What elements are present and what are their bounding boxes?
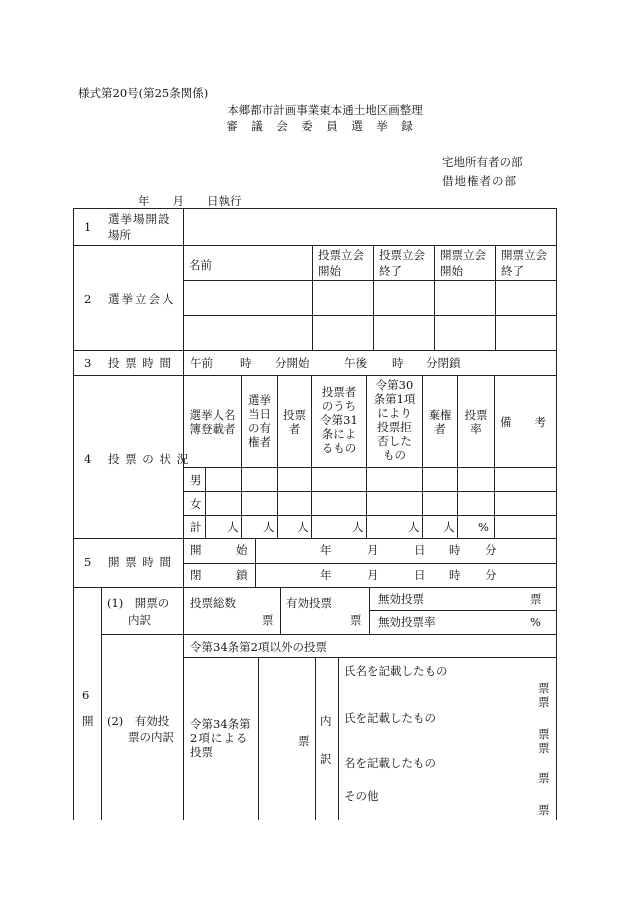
total-percent: % — [478, 520, 489, 534]
with-full-name: 氏名を記載したもの — [344, 664, 448, 678]
voting-hour-1: 時 — [240, 356, 252, 370]
col-vote-close-b: 終了 — [379, 264, 402, 278]
row3-number: 3 — [84, 356, 92, 370]
row-female: 女 — [190, 497, 202, 511]
close-minute: 分 — [485, 568, 497, 582]
with-given-name: 名を記載したもの — [344, 756, 436, 770]
row1-label-a: 選挙場開設 — [108, 212, 171, 226]
art34-votes: 令第34条第 2項による 投票 — [190, 717, 251, 759]
col-vote-close-a: 投票立会 — [379, 248, 425, 262]
row4-number: 4 — [84, 452, 92, 466]
row1-label-b: 場所 — [108, 228, 131, 242]
row6-kai: 開 — [82, 714, 94, 728]
form-number: 様式第20号(第25条関係) — [78, 86, 209, 100]
row4-label: 投 票 の 状 況 — [108, 452, 190, 466]
total-votes: 投票総数 — [190, 596, 236, 610]
voting-hour-2: 時 — [392, 356, 404, 370]
unit-f: 票 — [538, 803, 550, 817]
col-count-open-a: 開票立会 — [440, 248, 486, 262]
hdr-day-eligible: 選挙 当日 の有 権者 — [248, 393, 271, 449]
total-unit-6: 人 — [443, 520, 455, 534]
open-month: 月 — [367, 543, 379, 557]
hdr-art31: 投票者 のうち 令第31 条によ るもの — [320, 385, 358, 455]
count-close: 閉 鎖 — [190, 568, 248, 582]
row5-label: 開 票 時 間 — [108, 555, 172, 569]
voting-pm: 午後 — [344, 356, 367, 370]
hdr-registered-voters: 選挙人名 簿登載者 — [189, 408, 236, 436]
with-surname: 氏を記載したもの — [344, 711, 436, 725]
total-unit-2: 人 — [263, 520, 275, 534]
unit-e: 票 — [538, 771, 550, 785]
total-unit-4: 人 — [352, 520, 364, 534]
sub2-label-a: (2) 有効投 — [107, 714, 170, 728]
unit-a: 票 — [538, 681, 550, 695]
non-art34-votes: 令第34条第2項以外の投票 — [190, 640, 327, 654]
hdr-art30: 令第30 条第1項 により 投票拒 否した もの — [373, 378, 416, 462]
col-vote-open-a: 投票立会 — [318, 248, 364, 262]
naiyaku-1: 内 — [320, 714, 332, 728]
close-day: 日 — [414, 568, 426, 582]
row-male: 男 — [190, 473, 202, 487]
total-unit-1: 人 — [227, 520, 239, 534]
execution-date: 年 月 日執行 — [138, 194, 242, 208]
col-count-close-a: 開票立会 — [501, 248, 547, 262]
hdr-voters: 投票 者 — [283, 408, 306, 436]
col-count-open-b: 開始 — [440, 264, 463, 278]
open-minute: 分 — [485, 543, 497, 557]
total-unit-5: 人 — [408, 520, 420, 534]
invalid-rate: 無効投票率 — [378, 615, 436, 629]
voting-open: 分開始 — [275, 356, 310, 370]
row-total: 計 — [190, 520, 202, 534]
close-month: 月 — [367, 568, 379, 582]
row2-number: 2 — [84, 292, 92, 306]
total-votes-unit: 票 — [262, 613, 274, 627]
invalid-votes: 無効投票 — [378, 592, 424, 606]
invalid-rate-unit: % — [530, 615, 541, 629]
voting-close: 分閉鎖 — [426, 356, 461, 370]
row5-number: 5 — [84, 555, 92, 569]
col-count-close-b: 終了 — [501, 264, 524, 278]
row3-label: 投 票 時 間 — [108, 356, 172, 370]
unit-c: 票 — [538, 727, 550, 741]
close-hour: 時 — [449, 568, 461, 582]
col-vote-open-b: 開始 — [318, 264, 341, 278]
valid-votes-unit: 票 — [350, 613, 362, 627]
open-hour: 時 — [449, 543, 461, 557]
invalid-votes-unit: 票 — [530, 592, 542, 606]
voting-am: 午前 — [190, 356, 213, 370]
sub1-label-b: 内訳 — [128, 613, 151, 627]
open-year: 年 — [320, 543, 332, 557]
sub2-label-b: 票の内訳 — [128, 730, 174, 744]
unit-b: 票 — [538, 695, 550, 709]
col-name: 名前 — [189, 258, 212, 272]
doc-title-line1: 本郷都市計画事業東本通土地区画整理 — [227, 103, 423, 117]
valid-votes: 有効投票 — [286, 596, 332, 610]
total-unit-3: 人 — [297, 520, 309, 534]
row1-number: 1 — [84, 220, 92, 234]
other: その他 — [344, 789, 379, 803]
art34-unit: 票 — [298, 734, 310, 748]
close-year: 年 — [320, 568, 332, 582]
naiyaku-2: 訳 — [320, 752, 332, 766]
doc-title-line2: 審 議 会 委 員 選 挙 録 — [226, 119, 414, 133]
row2-label: 選挙立会人 — [108, 292, 176, 306]
hdr-remarks: 備 考 — [500, 415, 546, 429]
unit-d: 票 — [538, 741, 550, 755]
section-land-owners: 宅地所有者の部 — [442, 155, 523, 169]
hdr-turnout: 投票 率 — [464, 408, 488, 436]
sub1-label-a: (1) 開票の — [107, 596, 170, 610]
count-open: 開 始 — [190, 543, 248, 557]
hdr-abstain: 棄権 者 — [428, 408, 452, 436]
open-day: 日 — [414, 543, 426, 557]
section-leaseholders: 借地権者の部 — [442, 174, 517, 188]
row6-number: 6 — [82, 688, 90, 702]
